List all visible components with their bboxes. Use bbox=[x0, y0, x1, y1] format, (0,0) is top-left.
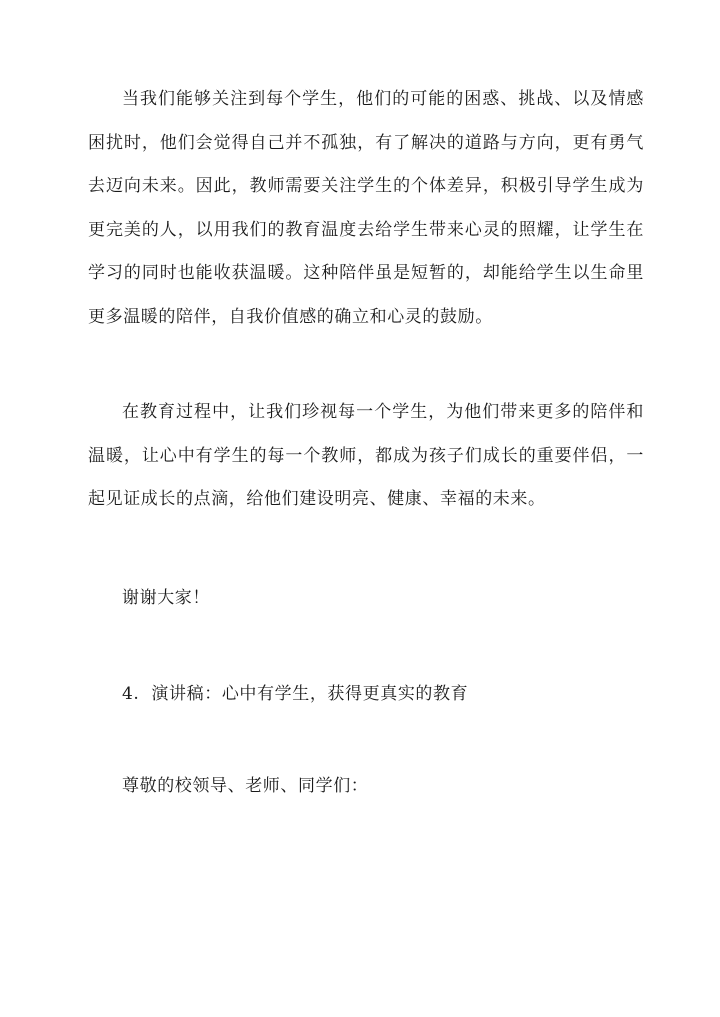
section-title: 演讲稿：心中有学生，获得更真实的教育 bbox=[151, 684, 469, 704]
body-paragraph: 当我们能够关注到每个学生，他们的可能的困惑、挑战、以及情感困扰时，他们会觉得自己并不孤独，有了解决的道路与方向，更有勇气去迈向未来。因此，教师需要关注学生的个体差异，积极引导学生成为更完美的人，以用我们的教育温度去给学生带来心灵的照耀，让学生在学习的同时也能收获温暖。这种陪伴虽是短暂的，却能给学生以生命里更多温暖的陪伴，自我价值感的确立和心灵的鼓励。 bbox=[88, 89, 644, 327]
greeting-line: 尊敬的校领导、老师、同学们： bbox=[122, 776, 369, 796]
body-paragraph: 在教育过程中，让我们珍视每一个学生，为他们带来更多的陪伴和温暖，让心中有学生的每一个教师，都成为孩子们成长的重要伴侣，一起见证成长的点滴，给他们建设明亮、健康、幸福的未来。 bbox=[88, 402, 644, 509]
section-heading bbox=[122, 682, 468, 706]
closing-line: 谢谢大家！ bbox=[122, 588, 210, 608]
section-number: 4. bbox=[122, 684, 140, 704]
